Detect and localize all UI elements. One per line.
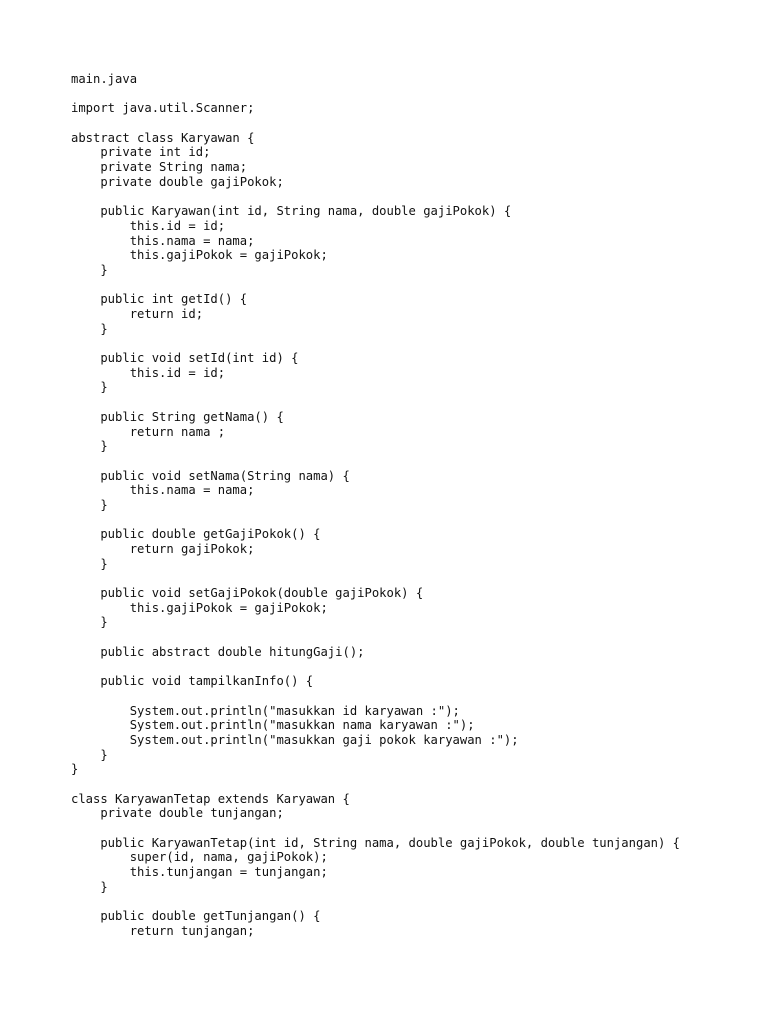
- code-line: public void setId(int id) {: [71, 351, 299, 366]
- code-line: public void setNama(String nama) {: [71, 468, 350, 483]
- code-line: [71, 821, 680, 836]
- code-line: [71, 689, 680, 704]
- code-line: return nama ;: [71, 424, 226, 439]
- code-line: }: [71, 615, 108, 630]
- code-line: this.gajiPokok = gajiPokok;: [71, 600, 328, 615]
- code-line: public abstract double hitungGaji();: [71, 644, 365, 659]
- code-line: [71, 116, 680, 131]
- code-line: [71, 87, 680, 102]
- code-line: }: [71, 321, 108, 336]
- code-line: abstract class Karyawan {: [71, 130, 255, 145]
- code-line: [71, 895, 680, 910]
- code-line: public String getNama() {: [71, 409, 284, 424]
- code-line: public Karyawan(int id, String nama, double gajiPokok) {: [71, 204, 512, 219]
- code-line: public void setGajiPokok(double gajiPokok) {: [71, 586, 424, 601]
- code-line: private String nama;: [71, 160, 248, 175]
- code-line: [71, 278, 680, 293]
- code-block: [71, 72, 680, 939]
- code-line: [71, 777, 680, 792]
- code-line: this.gajiPokok = gajiPokok;: [71, 248, 328, 263]
- code-line: private double gajiPokok;: [71, 174, 284, 189]
- code-line: }: [71, 439, 108, 454]
- code-line: this.id = id;: [71, 218, 226, 233]
- code-line: [71, 190, 680, 205]
- code-line: public void tampilkanInfo() {: [71, 674, 314, 689]
- code-line: private int id;: [71, 145, 211, 160]
- file-name: main.java: [71, 72, 138, 86]
- code-line: [71, 395, 680, 410]
- code-line: class KaryawanTetap extends Karyawan {: [71, 791, 350, 806]
- code-line: this.tunjangan = tunjangan;: [71, 865, 328, 880]
- code-line: System.out.println("masukkan id karyawan :");: [71, 703, 460, 718]
- code-line: [71, 336, 680, 351]
- code-line: }: [71, 556, 108, 571]
- code-line: public double getGajiPokok() {: [71, 527, 321, 542]
- code-line: [71, 454, 680, 469]
- code-line: }: [71, 497, 108, 512]
- code-line: }: [71, 262, 108, 277]
- code-line: public int getId() {: [71, 292, 248, 307]
- code-line: }: [71, 747, 108, 762]
- code-line: System.out.println("masukkan gaji pokok karyawan :");: [71, 732, 519, 747]
- code-line: super(id, nama, gajiPokok);: [71, 850, 328, 865]
- code-line: this.id = id;: [71, 365, 226, 380]
- code-line: public double getTunjangan() {: [71, 909, 321, 924]
- code-line: import java.util.Scanner;: [71, 101, 255, 116]
- code-line: [71, 630, 680, 645]
- code-line: return tunjangan;: [71, 923, 255, 938]
- code-line: this.nama = nama;: [71, 483, 255, 498]
- code-line: }: [71, 879, 108, 894]
- code-line: private double tunjangan;: [71, 806, 284, 821]
- code-line: [71, 513, 680, 528]
- code-line: return gajiPokok;: [71, 542, 255, 556]
- code-line: [71, 660, 680, 675]
- code-line: [71, 571, 680, 586]
- code-line: }: [71, 380, 108, 395]
- code-line: return id;: [71, 307, 204, 321]
- code-line: System.out.println("masukkan nama karyawan :");: [71, 718, 475, 733]
- code-line: public KaryawanTetap(int id, String nama, double gajiPokok, double tunjangan) {: [71, 835, 681, 850]
- code-line: this.nama = nama;: [71, 233, 255, 248]
- code-line: }: [71, 762, 79, 777]
